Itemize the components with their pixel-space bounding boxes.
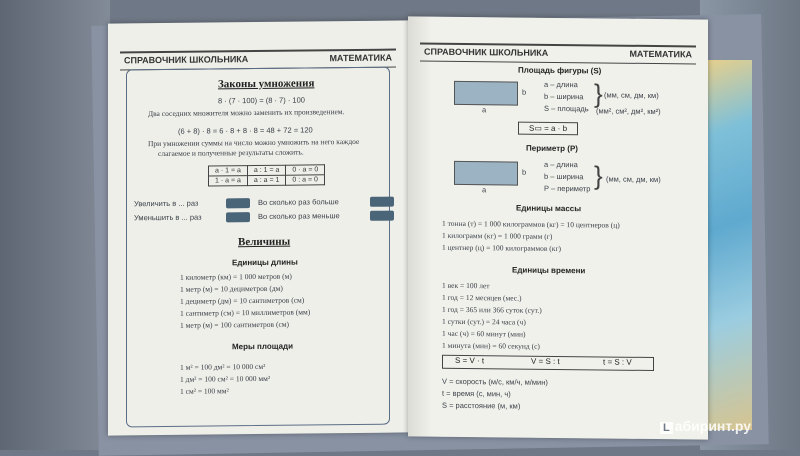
motion-formula-box (442, 355, 654, 371)
time-line: 1 час (ч) = 60 минут (мин) (442, 328, 526, 339)
length-line: 1 километр (км) = 1 000 метров (м) (180, 271, 292, 282)
area-measures-title: Меры площади (232, 341, 294, 352)
decrease-pill (226, 212, 250, 222)
mult-line: (6 + 8) · 8 = 6 · 8 + 8 · 8 = 48 + 72 = 120 (178, 125, 313, 136)
right-page (408, 16, 708, 439)
legend-line: a – длина (544, 159, 578, 170)
mult-line: Два соседних множителя можно заменить их произведением. (148, 107, 345, 119)
motion-legend: t = время (с, мин, ч) (442, 388, 511, 399)
time-title: Единицы времени (512, 265, 586, 276)
perimeter-units: (мм, см, дм, км) (606, 174, 661, 185)
table-cell: 1 · a = a (209, 176, 248, 186)
mult-line: слагаемое и полученные результаты сложить. (158, 147, 304, 159)
mass-title: Единицы массы (516, 203, 582, 214)
values-title: Величины (238, 235, 291, 249)
table-row (209, 175, 325, 186)
length-line: 1 дециметр (дм) = 10 сантиметров (см) (180, 295, 305, 306)
side-a-label: a (482, 105, 487, 115)
table-cell: 0 : a = 0 (286, 175, 325, 185)
side-b-label: b (522, 167, 527, 177)
less-by-label: Во сколько раз меньше (258, 211, 340, 221)
mass-line: 1 килограмм (кг) = 1 000 грамм (г) (442, 230, 553, 241)
left-page (108, 20, 408, 435)
length-line: 1 метр (м) = 100 сантиметров (см) (180, 319, 290, 330)
area-units: (мм², см², дм², км²) (596, 106, 661, 117)
mult-line: 8 · (7 · 100) = (8 · 7) · 100 (218, 95, 305, 106)
legend-line: S – площадь (544, 103, 589, 114)
time-line: 1 год = 12 месяцев (мес.) (442, 292, 522, 303)
side-b-label: b (522, 87, 527, 97)
length-line: 1 сантиметр (см) = 10 миллиметров (мм) (180, 307, 311, 318)
motion-formula: V = S : t (531, 356, 560, 367)
watermark-logo: L (660, 422, 673, 434)
increase-label: Увеличить в ... раз (134, 198, 199, 209)
table-cell: 0 · a = 0 (286, 165, 325, 175)
mult-laws-title: Законы умножения (218, 77, 315, 91)
header-subject: МАТЕМАТИКА (629, 48, 692, 60)
legend-line: b – ширина (544, 91, 584, 102)
length-units: (мм, см, дм, км) (604, 90, 659, 101)
more-by-label: Во сколько раз больше (258, 197, 339, 207)
rectangle-figure (454, 81, 518, 106)
table-cell: a · 1 = a (209, 166, 248, 176)
watermark (660, 418, 751, 434)
rectangle-figure (454, 161, 518, 186)
decrease-label: Уменьшить в ... раз (134, 212, 202, 223)
legend-line: P – периметр (544, 183, 591, 194)
identity-table (208, 164, 325, 186)
table-cell: a : 1 = a (247, 165, 286, 175)
area-title: Площадь фигуры (S) (518, 65, 602, 76)
less-by-pill (370, 211, 394, 221)
header-title: СПРАВОЧНИК ШКОЛЬНИКА (124, 54, 249, 66)
header-title: СПРАВОЧНИК ШКОЛЬНИКА (424, 46, 549, 58)
side-a-label: a (482, 185, 487, 195)
motion-legend: V = скорость (м/с, км/ч, м/мин) (442, 376, 548, 387)
brace-icon: } (594, 160, 603, 191)
page-header (420, 43, 696, 65)
mass-line: 1 тонна (т) = 1 000 килограммов (кг) = 10 центнеров (ц) (442, 218, 620, 230)
brace-icon: } (594, 78, 603, 109)
time-line: 1 год = 365 или 366 суток (сут.) (442, 304, 542, 315)
more-by-pill (370, 197, 394, 207)
legend-line: b – ширина (544, 171, 584, 182)
increase-pill (226, 198, 250, 208)
time-line: 1 век = 100 лет (442, 280, 490, 291)
watermark-text: абиринт.ру (674, 418, 752, 434)
area-line: 1 дм² = 100 см² = 10 000 мм² (180, 373, 271, 384)
motion-formula: S = V · t (455, 355, 485, 366)
area-line: 1 см² = 100 мм² (180, 386, 229, 396)
length-line: 1 метр (м) = 10 дециметров (дм) (180, 283, 283, 294)
legend-line: a – длина (544, 79, 578, 90)
perimeter-title: Периметр (P) (526, 143, 578, 154)
header-subject: МАТЕМАТИКА (329, 52, 392, 64)
table-cell: a : a = 1 (247, 175, 286, 185)
length-title: Единицы длины (232, 257, 298, 268)
time-line: 1 минута (мин) = 60 секунд (с) (442, 340, 540, 351)
mass-line: 1 центнер (ц) = 100 килограммов (кг) (442, 242, 562, 254)
mult-line: При умножении суммы на число можно умножить на него каждое (148, 136, 360, 149)
area-formula: S▭ = a · b (518, 122, 578, 136)
motion-legend: S = расстояние (м, км) (442, 400, 521, 411)
time-line: 1 сутки (сут.) = 24 часа (ч) (442, 316, 526, 327)
area-line: 1 м² = 100 дм² = 10 000 см² (180, 361, 266, 372)
motion-formula: t = S : V (603, 357, 632, 367)
